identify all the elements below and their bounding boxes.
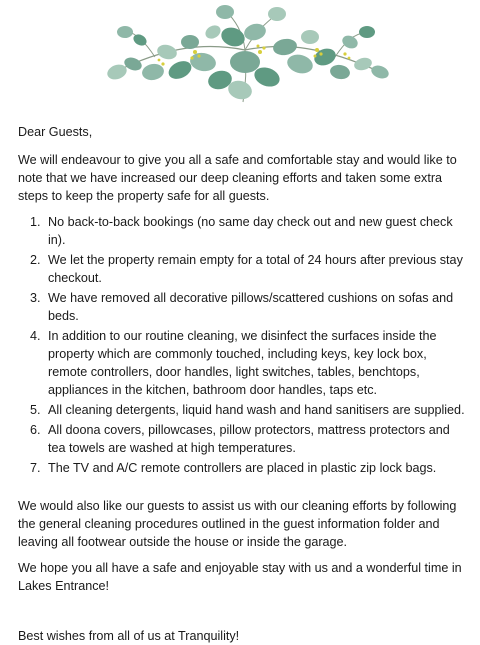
list-item <box>30 289 466 325</box>
list-item <box>30 327 466 399</box>
list-item-text: All doona covers, pillowcases, pillow protectors, mattress protectors and tea towels are washed at high temperatures. <box>48 423 450 455</box>
eucalyptus-leaf-banner-icon <box>95 2 395 110</box>
list-item-number: 6. <box>30 423 41 437</box>
list-item-text: We let the property remain empty for a total of 24 hours after previous stay checkout. <box>48 253 463 285</box>
list-item-number: 4. <box>30 329 41 343</box>
intro-paragraph: We will endeavour to give you all a safe and comfortable stay and would like to note that we have increased our deep cleaning efforts and taken some extra steps to keep the property safe for all guests. <box>18 153 457 203</box>
list-item <box>30 459 466 477</box>
list-item-number: 2. <box>30 253 41 267</box>
greeting: Dear Guests, <box>18 125 93 139</box>
list-item-number: 1. <box>30 215 41 229</box>
list-item <box>30 401 466 419</box>
list-item-number: 5. <box>30 403 41 417</box>
list-item <box>30 421 466 457</box>
hope-paragraph: We hope you all have a safe and enjoyable stay with us and a wonderful time in Lakes Entrance! <box>18 561 462 593</box>
closing-line: Best wishes from all of us at Tranquility! <box>18 629 240 643</box>
list-item-text: The TV and A/C remote controllers are placed in plastic zip lock bags. <box>48 461 437 475</box>
list-item-number: 7. <box>30 461 41 475</box>
letter-body <box>18 123 466 645</box>
list-item <box>30 213 466 249</box>
list-item-number: 3. <box>30 291 41 305</box>
list-item-text: No back-to-back bookings (no same day check out and new guest check in). <box>48 215 453 247</box>
assist-paragraph: We would also like our guests to assist us with our cleaning efforts by following the general cleaning procedures outlined in the guest information folder and leaving all footwear outside the house or inside the garage. <box>18 499 457 549</box>
list-item-text: We have removed all decorative pillows/scattered cushions on sofas and beds. <box>48 291 454 323</box>
list-item <box>30 251 466 287</box>
list-item-text: All cleaning detergents, liquid hand wash and hand sanitisers are supplied. <box>48 403 465 417</box>
list-item-text: In addition to our routine cleaning, we disinfect the surfaces inside the property which are commonly touched, including keys, key lock box, remote controllers, door handles, light switches, tables, benchtops, appliances in the kitchen, bathroom door handles, taps etc. <box>48 329 437 397</box>
safety-measures-list <box>18 213 466 477</box>
